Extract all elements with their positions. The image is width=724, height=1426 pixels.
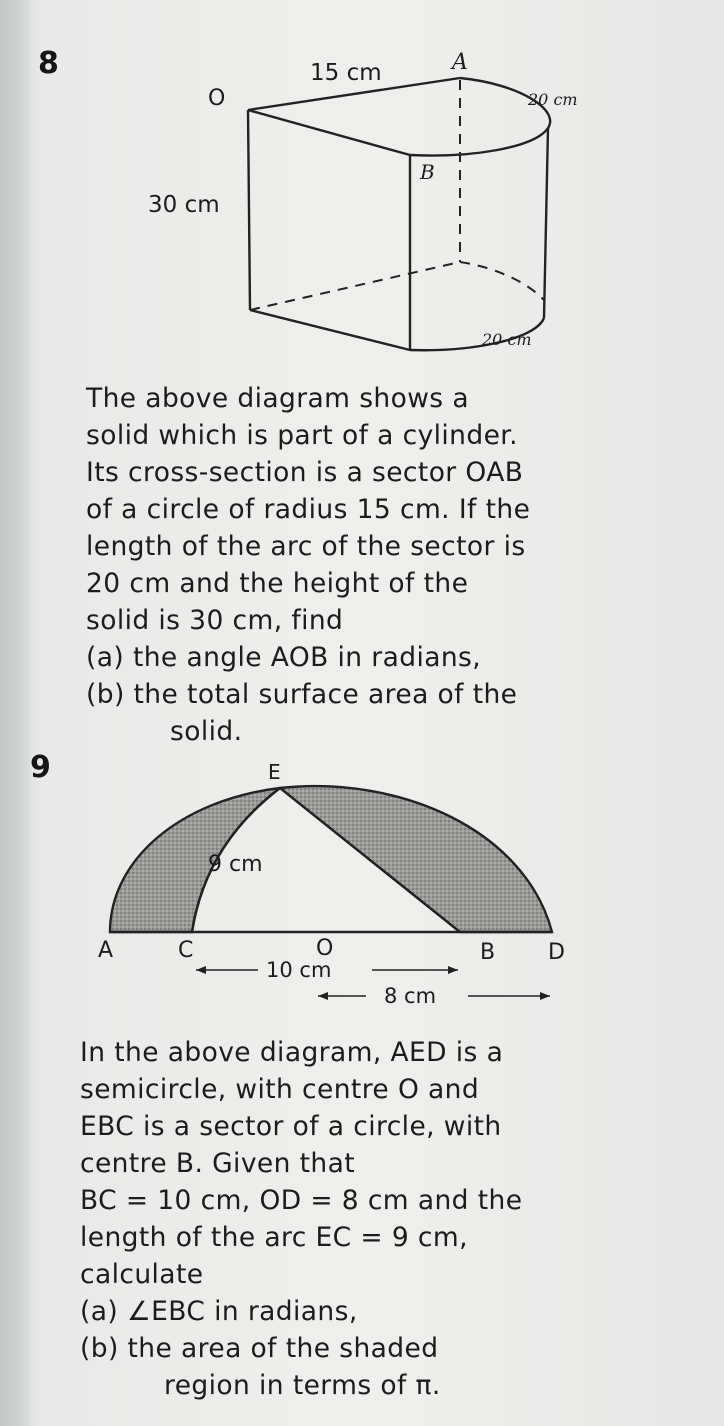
question-number-9: 9: [30, 750, 51, 785]
arrowhead-left-2: [318, 992, 328, 1000]
q9-part-b-cont: region in terms of π.: [164, 1370, 441, 1401]
label-point-O: O: [208, 86, 226, 111]
q9-line-7: calculate: [80, 1259, 204, 1290]
label-point-D: D: [548, 940, 565, 965]
label-point-O-q9: O: [316, 936, 334, 961]
q9-line-2: semicircle, with centre O and: [80, 1074, 480, 1105]
arrowhead-right-2: [540, 992, 550, 1000]
label-point-B-q9: B: [480, 940, 496, 965]
q8-line-6: 20 cm and the height of the: [86, 568, 469, 599]
handwritten-arc-note: 20 cm: [528, 90, 578, 109]
q9-line-5: BC = 10 cm, OD = 8 cm and the: [80, 1185, 523, 1216]
handwritten-arc-note-bottom: 20 cm: [482, 330, 532, 349]
q9-part-a: (a) ∠EBC in radians,: [80, 1296, 358, 1327]
q8-part-b-cont: solid.: [170, 716, 243, 747]
question-number-8: 8: [38, 46, 59, 81]
label-point-E: E: [268, 760, 281, 784]
q9-part-b: (b) the area of the shaded: [80, 1333, 439, 1364]
label-height: 30 cm: [148, 192, 220, 218]
arrowhead-left: [196, 966, 206, 974]
q9-line-1: In the above diagram, AED is a: [80, 1037, 504, 1068]
q9-line-4: centre B. Given that: [80, 1148, 356, 1179]
q8-part-a: (a) the angle AOB in radians,: [86, 642, 482, 673]
q8-line-7: solid is 30 cm, find: [86, 605, 344, 636]
label-length-OD: 8 cm: [384, 984, 437, 1008]
q8-line-2: solid which is part of a cylinder.: [86, 420, 518, 451]
label-point-A: A: [452, 50, 468, 75]
q8-line-3: Its cross-section is a sector OAB: [86, 457, 524, 488]
q8-line-1: The above diagram shows a: [86, 383, 469, 414]
q8-line-5: length of the arc of the sector is: [86, 531, 526, 562]
label-point-A-q9: A: [98, 938, 114, 963]
q8-line-4: of a circle of radius 15 cm. If the: [86, 494, 531, 525]
q9-line-6: length of the arc EC = 9 cm,: [80, 1222, 468, 1253]
label-length-BC: 10 cm: [266, 958, 332, 982]
label-point-B: B: [420, 160, 435, 184]
q9-line-3: EBC is a sector of a circle, with: [80, 1111, 502, 1142]
shaded-region: [110, 786, 552, 932]
label-arc-length: 9 cm: [208, 852, 263, 877]
label-top-length: 15 cm: [310, 60, 382, 86]
arrowhead-right: [448, 966, 458, 974]
q8-part-b: (b) the total surface area of the: [86, 679, 518, 710]
question-9-text: [80, 1034, 700, 1404]
label-point-C: C: [178, 938, 194, 963]
